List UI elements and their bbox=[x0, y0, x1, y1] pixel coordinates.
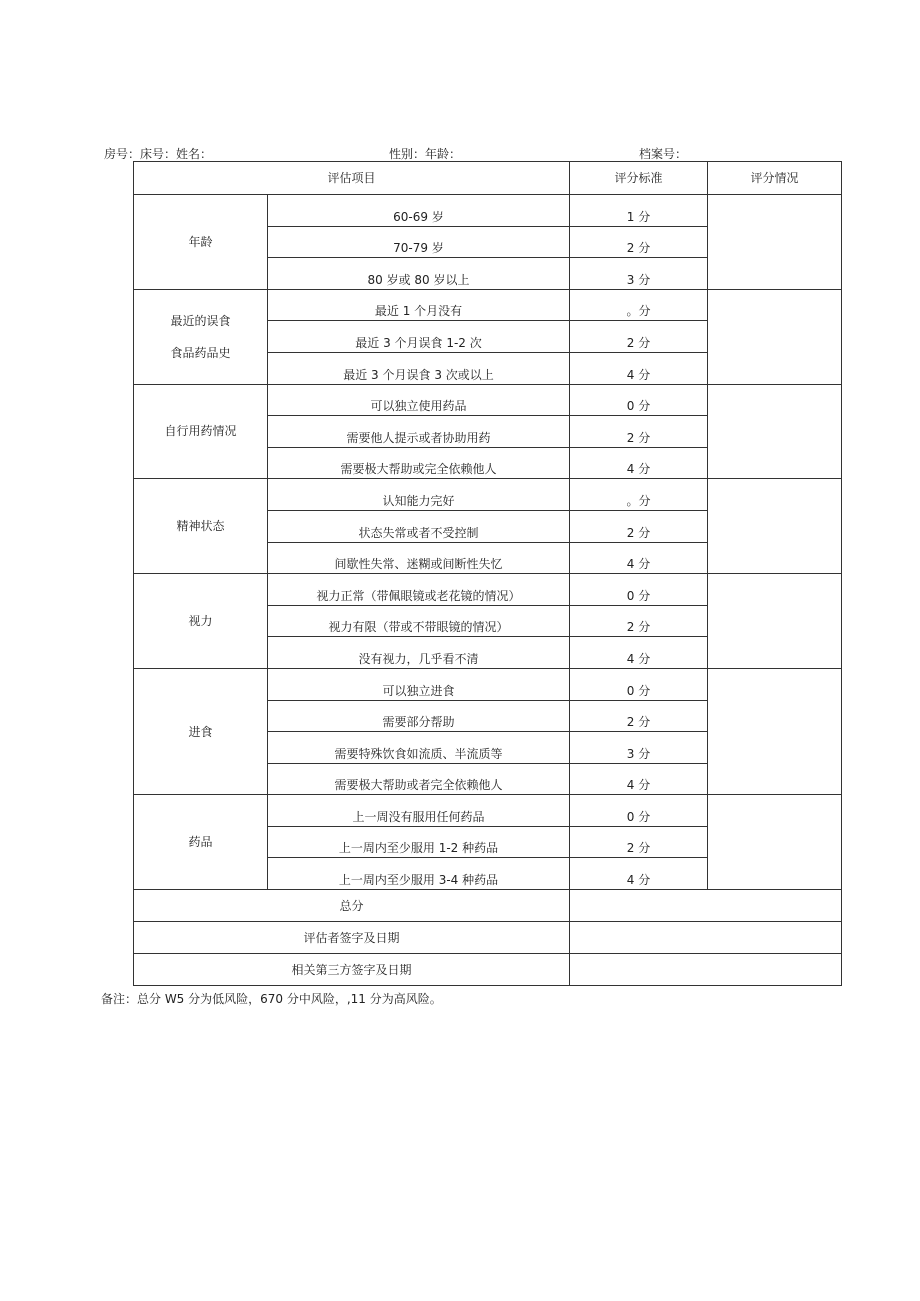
total-row bbox=[134, 890, 842, 922]
col-standard-header: 评分标准 bbox=[570, 162, 708, 195]
option-score: 4 分 bbox=[570, 352, 708, 384]
category-cell bbox=[134, 574, 268, 669]
option-text: 上一周内至少服用 3-4 种药品 bbox=[268, 858, 570, 890]
category-cell bbox=[134, 668, 268, 794]
category-label: 自行用药情况 bbox=[164, 424, 237, 439]
option-text: 视力有限（带或不带眼镜的情况） bbox=[268, 605, 570, 637]
option-text: 最近 3 个月误食 3 次或以上 bbox=[268, 352, 570, 384]
assessment-table bbox=[133, 161, 842, 986]
option-score: 0 分 bbox=[570, 574, 708, 606]
option-text: 可以独立使用药品 bbox=[268, 384, 570, 416]
category-cell bbox=[134, 795, 268, 890]
assessor-signature-row bbox=[134, 922, 842, 954]
option-text: 状态失常或者不受控制 bbox=[268, 510, 570, 542]
option-text: 需要部分帮助 bbox=[268, 700, 570, 732]
option-score: 2 分 bbox=[570, 605, 708, 637]
table-row bbox=[134, 384, 842, 416]
score-status-cell[interactable] bbox=[708, 195, 842, 290]
third-party-signature-row bbox=[134, 954, 842, 986]
option-text: 上一周内至少服用 1-2 种药品 bbox=[268, 826, 570, 858]
option-score: 0 分 bbox=[570, 795, 708, 827]
category-label: 精神状态 bbox=[176, 519, 225, 534]
option-text: 没有视力，几乎看不清 bbox=[268, 637, 570, 669]
category-cell bbox=[134, 289, 268, 384]
option-score: 3 分 bbox=[570, 258, 708, 290]
option-text: 需要极大帮助或者完全依赖他人 bbox=[268, 763, 570, 795]
header-gender-age: 性别：年龄： bbox=[389, 147, 462, 161]
option-score: 。分 bbox=[570, 479, 708, 511]
assessor-signature-row-label: 评估者签字及日期 bbox=[134, 922, 570, 954]
col-status-header: 评分情况 bbox=[708, 162, 842, 195]
third-party-signature-row-value[interactable] bbox=[570, 954, 842, 986]
category-label: 年龄 bbox=[188, 234, 213, 249]
option-score: 2 分 bbox=[570, 226, 708, 258]
table-row bbox=[134, 574, 842, 606]
assessor-signature-row-value[interactable] bbox=[570, 922, 842, 954]
option-score: 3 分 bbox=[570, 732, 708, 764]
option-text: 上一周没有服用任何药品 bbox=[268, 795, 570, 827]
category-cell bbox=[134, 384, 268, 479]
option-score: 4 分 bbox=[570, 763, 708, 795]
option-text: 最近 3 个月误食 1-2 次 bbox=[268, 321, 570, 353]
option-text: 70-79 岁 bbox=[268, 226, 570, 258]
option-text: 60-69 岁 bbox=[268, 195, 570, 227]
category-label: 药品 bbox=[188, 835, 213, 850]
assessment-table-body bbox=[134, 162, 842, 986]
category-cell bbox=[134, 479, 268, 574]
option-text: 需要特殊饮食如流质、半流质等 bbox=[268, 732, 570, 764]
table-row bbox=[134, 195, 842, 227]
category-cell bbox=[134, 195, 268, 290]
category-label: 进食 bbox=[188, 724, 213, 739]
option-score: 4 分 bbox=[570, 637, 708, 669]
third-party-signature-row-label: 相关第三方签字及日期 bbox=[134, 954, 570, 986]
option-text: 80 岁或 80 岁以上 bbox=[268, 258, 570, 290]
score-status-cell[interactable] bbox=[708, 479, 842, 574]
option-score: 0 分 bbox=[570, 384, 708, 416]
category-label: 最近的误食 bbox=[170, 313, 231, 328]
option-text: 最近 1 个月没有 bbox=[268, 289, 570, 321]
table-row bbox=[134, 289, 842, 321]
score-status-cell[interactable] bbox=[708, 384, 842, 479]
option-score: 4 分 bbox=[570, 542, 708, 574]
remarks-note: 备注：总分 W5 分为低风险，670 分中风险，,11 分为高风险。 bbox=[101, 992, 442, 1006]
option-score: 2 分 bbox=[570, 826, 708, 858]
option-text: 间歇性失常、迷糊或间断性失忆 bbox=[268, 542, 570, 574]
header-file-no: 档案号： bbox=[639, 147, 688, 161]
option-score: 2 分 bbox=[570, 416, 708, 448]
option-score: 0 分 bbox=[570, 668, 708, 700]
col-item-header: 评估项目 bbox=[134, 162, 570, 195]
option-text: 可以独立进食 bbox=[268, 668, 570, 700]
total-row-label: 总分 bbox=[134, 890, 570, 922]
option-score: 1 分 bbox=[570, 195, 708, 227]
option-score: 2 分 bbox=[570, 700, 708, 732]
score-status-cell[interactable] bbox=[708, 574, 842, 669]
score-status-cell[interactable] bbox=[708, 289, 842, 384]
category-label: 视力 bbox=[188, 614, 213, 629]
table-row bbox=[134, 479, 842, 511]
option-score: 4 分 bbox=[570, 858, 708, 890]
total-row-value[interactable] bbox=[570, 890, 842, 922]
option-text: 认知能力完好 bbox=[268, 479, 570, 511]
option-score: 2 分 bbox=[570, 510, 708, 542]
category-label: 食品药品史 bbox=[170, 345, 231, 360]
option-text: 需要极大帮助或完全依赖他人 bbox=[268, 447, 570, 479]
table-header-row bbox=[134, 162, 842, 195]
option-score: 。分 bbox=[570, 289, 708, 321]
option-score: 2 分 bbox=[570, 321, 708, 353]
table-row bbox=[134, 795, 842, 827]
header-room-bed-name: 房号：床号：姓名： bbox=[104, 147, 213, 161]
score-status-cell[interactable] bbox=[708, 795, 842, 890]
score-status-cell[interactable] bbox=[708, 668, 842, 794]
table-row bbox=[134, 668, 842, 700]
option-text: 需要他人提示或者协助用药 bbox=[268, 416, 570, 448]
option-score: 4 分 bbox=[570, 447, 708, 479]
option-text: 视力正常（带佩眼镜或老花镜的情况） bbox=[268, 574, 570, 606]
